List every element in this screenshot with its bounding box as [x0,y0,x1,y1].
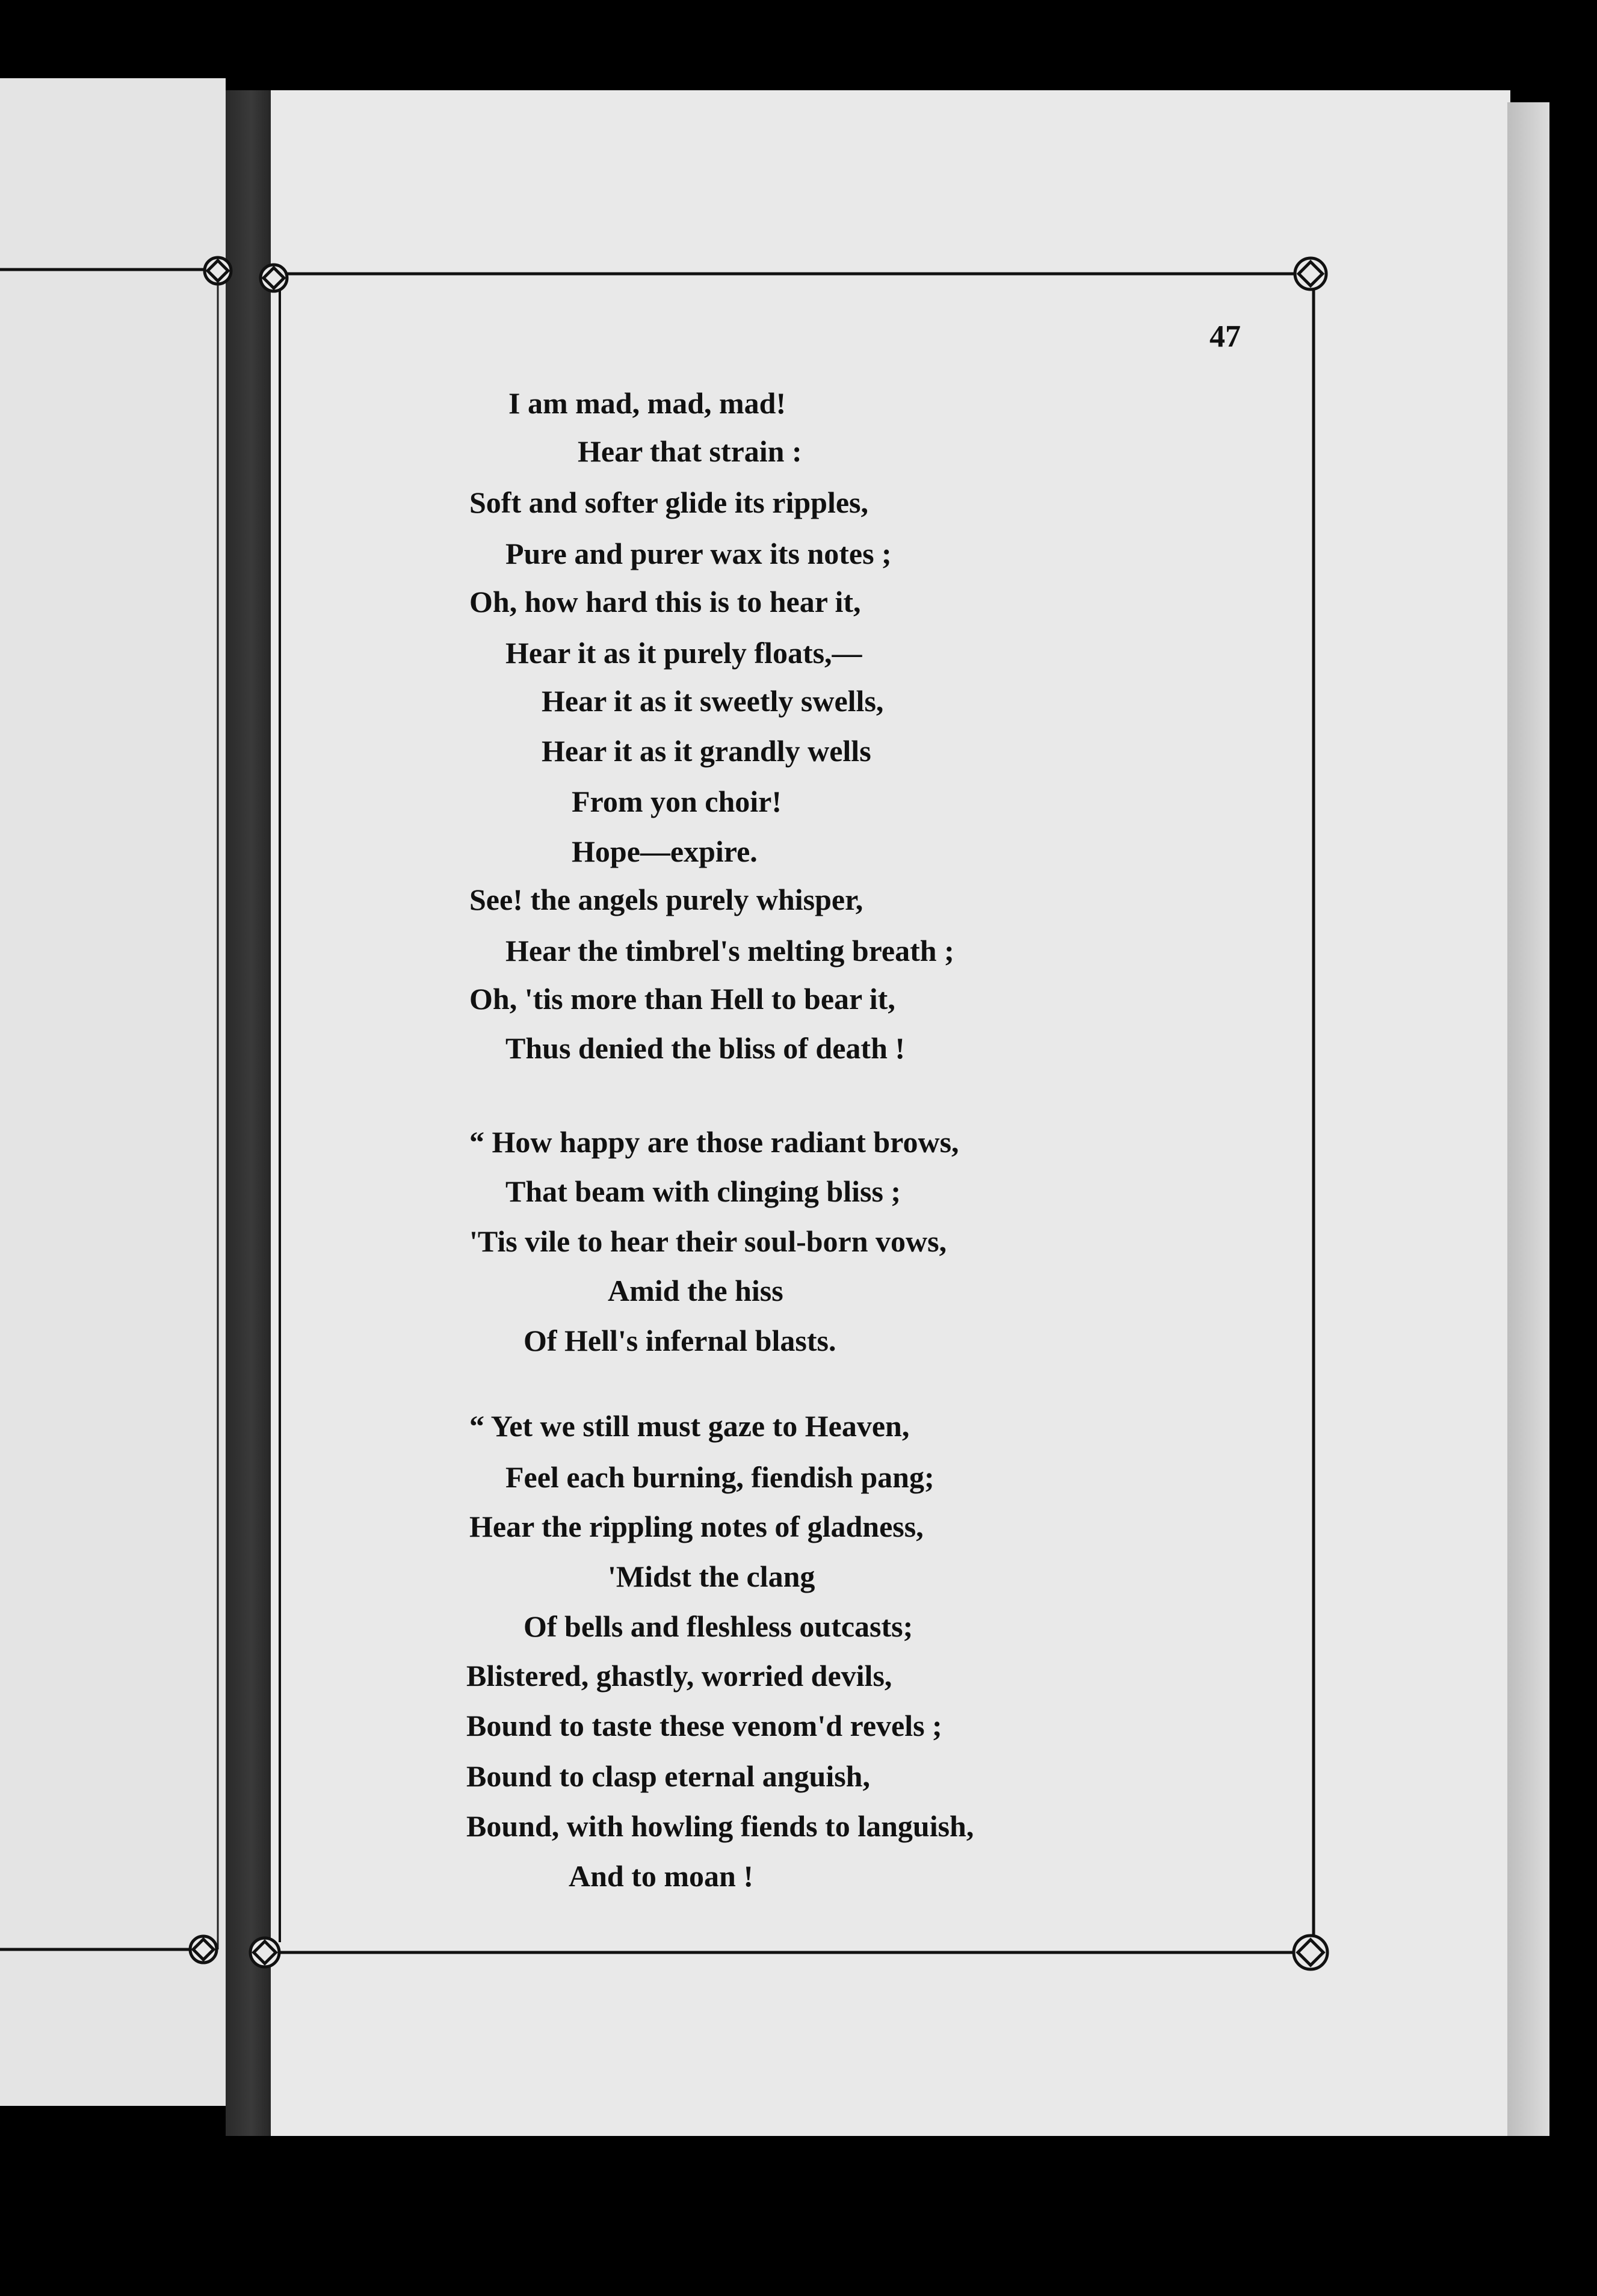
poem-line: Bound to taste these venom'd revels ; [466,1709,942,1742]
poem-line: That beam with clinging bliss ; [505,1174,901,1208]
poem-line: Of Hell's infernal blasts. [524,1324,836,1357]
poem-line: I am mad, mad, mad! [508,386,786,420]
poem-line: Hear the timbrel's melting breath ; [505,934,954,967]
poem-line: Bound, with howling fiends to languish, [466,1809,974,1843]
poem-line: Oh, how hard this is to hear it, [469,585,861,619]
poem-line: 'Tis vile to hear their soul-born vows, [469,1224,947,1258]
poem-line: Amid the hiss [608,1274,783,1307]
poem-line: Hear it as it grandly wells [542,734,871,768]
poem-line: Of bells and fleshless outcasts; [524,1609,913,1643]
poem-line: Hear it as it purely floats,— [505,636,862,670]
poem-line: Soft and softer glide its ripples, [469,486,868,519]
poem-line: Hear it as it sweetly swells, [542,684,884,718]
left-page [0,78,226,2106]
page-number: 47 [1209,319,1241,354]
poem-line: From yon choir! [572,785,782,818]
poem-line: “ How happy are those radiant brows, [469,1125,959,1159]
poem-line: See! the angels purely whisper, [469,883,863,916]
poem-line: Bound to clasp eternal anguish, [466,1759,870,1793]
poem-line: Feel each burning, fiendish pang; [505,1460,934,1494]
poem-line: Oh, 'tis more than Hell to bear it, [469,982,895,1016]
poem-line: Thus denied the bliss of death ! [505,1031,906,1065]
poem-line: Hear the rippling notes of gladness, [469,1510,924,1543]
page-edge [1507,102,1549,2136]
poem-line: Hope—expire. [572,835,758,868]
poem-line: And to moan ! [569,1859,753,1893]
poem-line: Hear that strain : [578,434,802,468]
poem-line: Blistered, ghastly, worried devils, [466,1659,892,1693]
poem-line: “ Yet we still must gaze to Heaven, [469,1409,910,1443]
poem-line: 'Midst the clang [608,1560,815,1593]
poem-line: Pure and purer wax its notes ; [505,537,892,570]
